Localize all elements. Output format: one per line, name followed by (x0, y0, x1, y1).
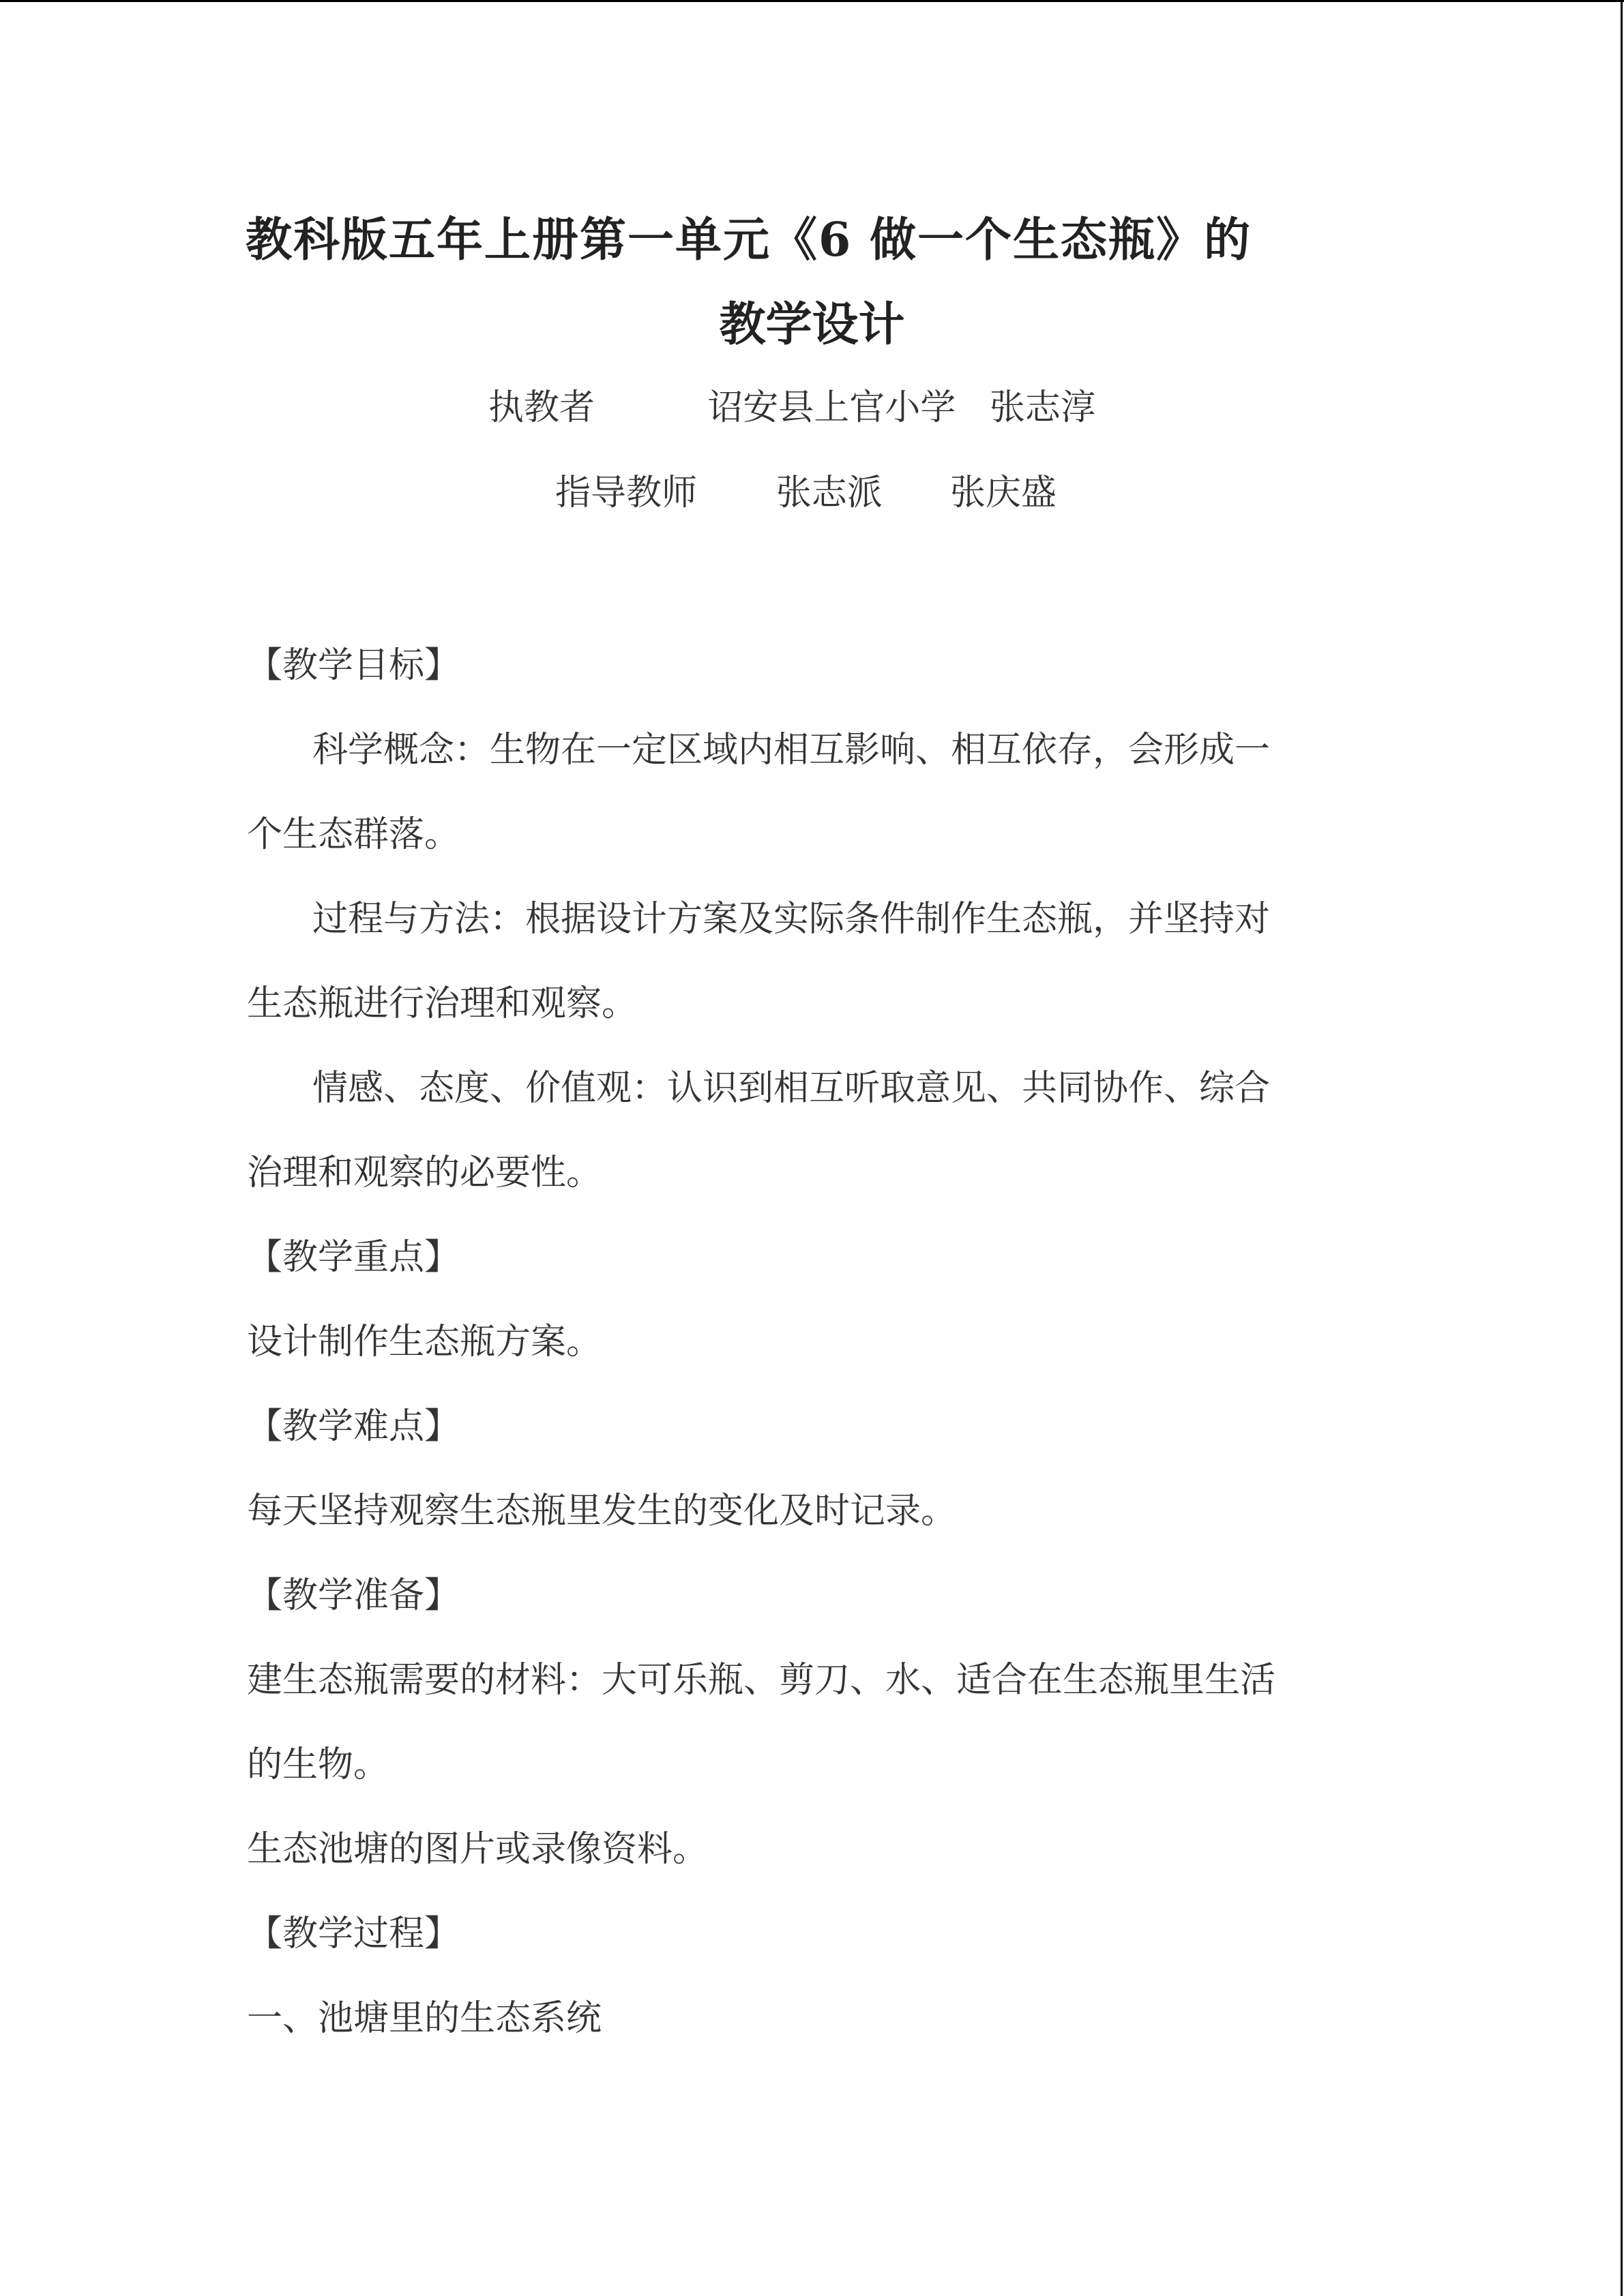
document-title-line-2: 教学设计 (719, 297, 905, 352)
author-line: 执教者 诏安县上官小学 张志淳 (488, 387, 1096, 428)
page-border-top (0, 0, 1624, 2)
difficulty-heading: 【教学难点】 (247, 1406, 460, 1447)
preparation-media: 生态池塘的图片或录像资料。 (247, 1829, 709, 1870)
difficulty-text: 每天坚持观察生态瓶里发生的变化及时记录。 (247, 1491, 957, 1532)
document-title-line-1: 教科版五年上册第一单元《6 做一个生态瓶》的 (246, 213, 1252, 267)
key-point-text: 设计制作生态瓶方案。 (247, 1322, 602, 1362)
goal-attitude-line-1: 情感、态度、价值观：认识到相互听取意见、共同协作、综合 (312, 1068, 1271, 1109)
preparation-heading: 【教学准备】 (247, 1575, 460, 1616)
preparation-materials-line-2: 的生物。 (247, 1744, 389, 1785)
goal-attitude-line-2: 治理和观察的必要性。 (247, 1152, 602, 1193)
goal-process-line-1: 过程与方法：根据设计方案及实际条件制作生态瓶，并坚持对 (312, 899, 1271, 940)
key-point-heading: 【教学重点】 (247, 1237, 460, 1278)
advisor-line: 指导教师 张志派 张庆盛 (555, 473, 1057, 513)
preparation-materials-line-1: 建生态瓶需要的材料：大可乐瓶、剪刀、水、适合在生态瓶里生活 (247, 1660, 1276, 1701)
goal-concept-line-2: 个生态群落。 (247, 814, 460, 855)
process-heading: 【教学过程】 (247, 1913, 460, 1954)
goal-process-line-2: 生态瓶进行治理和观察。 (247, 983, 638, 1024)
goals-heading: 【教学目标】 (247, 645, 460, 686)
process-step-1: 一、池塘里的生态系统 (247, 1998, 602, 2039)
goal-concept-line-1: 科学概念：生物在一定区域内相互影响、相互依存，会形成一 (312, 730, 1271, 771)
